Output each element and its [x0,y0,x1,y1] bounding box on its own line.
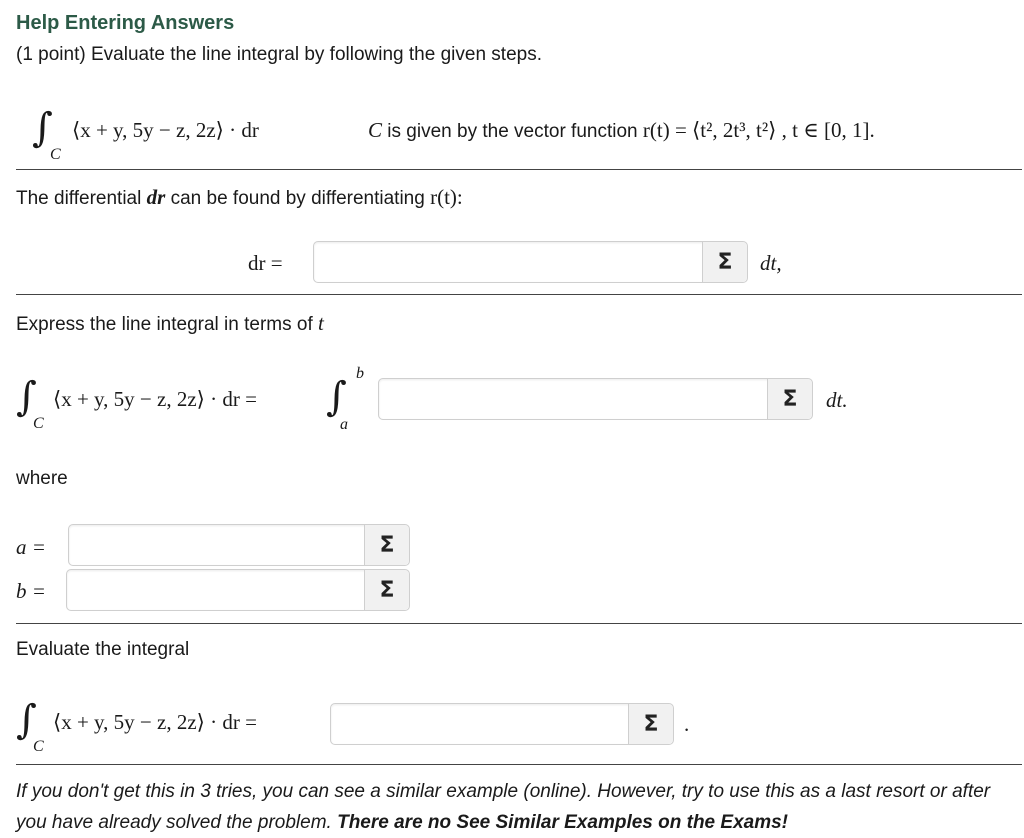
integral-subscript: C [33,738,44,755]
a-label: a = [16,535,46,559]
step3-instructions: Evaluate the integral [16,639,190,660]
step1-text-b: can be found by differentiating [170,188,425,209]
equation-editor-button[interactable]: Σ [364,525,409,565]
b-label: b = [16,579,46,603]
upper-limit: b [356,365,364,382]
divider [16,623,1022,624]
step1-instructions [16,185,463,210]
lower-limit: a [340,416,348,433]
footer-text: If you don't get this in 3 tries, you can see a similar example (online). However, try to use this as a last resort or after you have already solved the problem. [16,781,991,833]
dr-label: dr = [248,251,283,275]
a-answer-field[interactable] [68,524,410,566]
b-answer-field[interactable] [66,569,410,611]
step2-var: t [318,311,324,335]
curve-desc-text: is given by the vector function [387,121,638,142]
curve-name: C [368,118,383,142]
final-input[interactable] [331,704,627,744]
divider [16,764,1022,765]
equation-editor-button[interactable]: Σ [364,570,409,610]
final-period: . [684,712,690,736]
integral-sign: ∫ [16,697,37,743]
footer-bold: There are no See Similar Examples on the Exams! [337,812,789,833]
help-entering-answers-link[interactable]: Help Entering Answers [16,12,235,34]
step2-text: Express the line integral in terms of [16,314,313,335]
dr-input[interactable] [314,242,701,282]
integrand-input[interactable] [379,379,766,419]
step2-instructions [16,311,324,336]
a-input[interactable] [69,525,363,565]
integral-sign: ∫ [16,374,37,420]
equation-editor-button[interactable]: Σ [702,242,747,282]
integral-sign: ∫ [32,105,53,151]
vector-function: r(t) = ⟨t², 2t³, t²⟩ , t ∈ [0, 1]. [642,118,875,142]
dr-answer-field[interactable] [313,241,748,283]
dr-suffix: dt, [760,251,782,275]
problem-integrand: ⟨x + y, 5y − z, 2z⟩ · dr [72,118,259,142]
step1-rt: r(t): [430,185,463,209]
b-input[interactable] [67,570,363,610]
problem-intro: (1 point) Evaluate the line integral by following the given steps. [16,44,542,65]
divider [16,169,1022,170]
step1-text-a: The differential [16,188,142,209]
integral-subscript: C [50,146,61,163]
equation-editor-button[interactable]: Σ [628,704,673,744]
integrand-answer-field[interactable] [378,378,813,420]
equation-editor-button[interactable]: Σ [767,379,812,419]
divider [16,294,1022,295]
final-answer-field[interactable] [330,703,674,745]
dt-suffix: dt. [826,388,848,412]
step2-lhs: ⟨x + y, 5y − z, 2z⟩ · dr = [53,387,257,411]
integral-subscript: C [33,415,44,432]
where-label: where [16,468,68,489]
footer-note [16,776,1016,838]
definite-integral-sign: ∫ [326,374,347,420]
step3-lhs: ⟨x + y, 5y − z, 2z⟩ · dr = [53,710,257,734]
step1-dr: dr [146,185,166,209]
curve-description [368,118,875,143]
